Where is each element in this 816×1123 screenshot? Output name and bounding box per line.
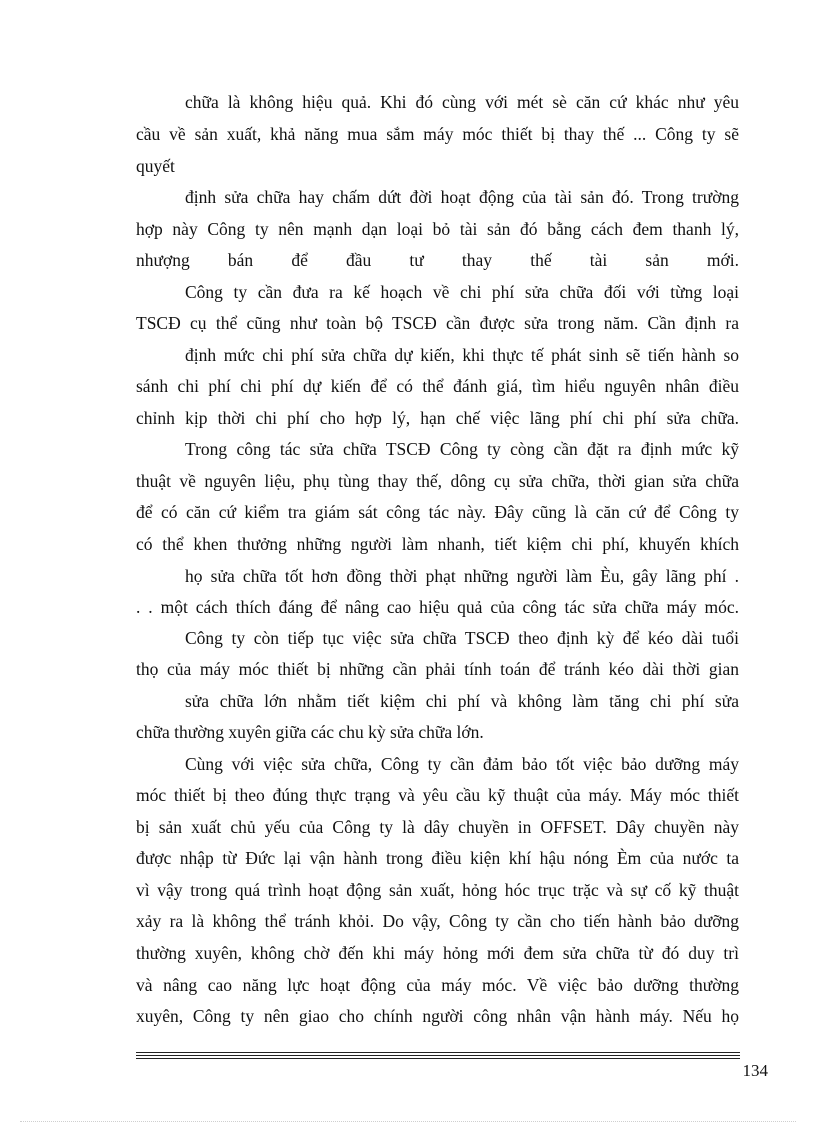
- text-line: TSCĐ cụ thể cũng như toàn bộ TSCĐ cần được sửa trong năm. Cần định ra: [136, 313, 739, 333]
- text-line: để có căn cứ kiểm tra giám sát công tác này. Đây cũng là căn cứ để Công ty: [136, 502, 739, 522]
- text-line: thuật về nguyên liệu, phụ tùng thay thế, dông cụ sửa chữa, thời gian sửa chữa: [136, 471, 739, 491]
- footer-rule: [136, 1058, 740, 1059]
- page-bottom-border: [20, 1121, 796, 1122]
- text-line: sửa chữa lớn nhằm tiết kiệm chi phí và không làm tăng chi phí sửa: [185, 691, 739, 711]
- text-line: Công ty còn tiếp tục việc sửa chữa TSCĐ theo định kỳ để kéo dài tuổi: [185, 628, 739, 648]
- text-line: được nhập từ Đức lại vận hành trong điều kiện khí hậu nóng Èm của nước ta: [136, 848, 739, 868]
- footer-rule: [136, 1055, 740, 1056]
- text-line: chỉnh kịp thời chi phí cho hợp lý, hạn chế việc lãng phí chi phí sửa chữa.: [136, 408, 739, 428]
- text-line: . . một cách thích đáng để nâng cao hiệu quả của công tác sửa chữa máy móc.: [136, 597, 739, 617]
- text-line: định mức chi phí sửa chữa dự kiến, khi thực tế phát sinh sẽ tiến hành so: [185, 345, 739, 365]
- text-line: bị sản xuất chủ yếu của Công ty là dây chuyền in OFFSET. Dây chuyền này: [136, 817, 739, 837]
- text-line: định sửa chữa hay chấm dứt đời hoạt động của tài sản đó. Trong trường: [185, 187, 739, 207]
- text-line: móc thiết bị theo đúng thực trạng và yêu cầu kỹ thuật của máy. Máy móc thiết: [136, 785, 739, 805]
- text-line: xuyên, Công ty nên giao cho chính người công nhân vận hành máy. Nếu họ: [136, 1006, 739, 1026]
- text-line: chữa thường xuyên giữa các chu kỳ sửa chữa lớn.: [136, 722, 484, 742]
- text-line: thọ của máy móc thiết bị những cần phải tính toán để tránh kéo dài thời gian: [136, 659, 739, 679]
- text-line: hợp này Công ty nên mạnh dạn loại bỏ tài sản đó bằng cách đem thanh lý,: [136, 219, 739, 239]
- text-line: chữa là không hiệu quả. Khi đó cùng với mét sè căn cứ khác như yêu: [185, 92, 739, 112]
- text-line: có thể khen thưởng những người làm nhanh, tiết kiệm chi phí, khuyến khích: [136, 534, 739, 554]
- text-line: cầu về sản xuất, khả năng mua sắm máy móc thiết bị thay thế ... Công ty sẽ: [136, 124, 739, 144]
- text-line: Công ty cần đưa ra kế hoạch về chi phí sửa chữa đối với từng loại: [185, 282, 739, 302]
- text-line: nhượng bán để đầu tư thay thế tài sản mới.: [136, 250, 739, 270]
- text-line: sánh chi phí chi phí dự kiến để có thể đánh giá, tìm hiểu nguyên nhân điều: [136, 376, 739, 396]
- text-line: Trong công tác sửa chữa TSCĐ Công ty còng cần đặt ra định mức kỹ: [185, 439, 739, 459]
- footer-rule: [136, 1052, 740, 1053]
- page-number: 134: [742, 1061, 768, 1080]
- text-line: Cùng với việc sửa chữa, Công ty cần đảm bảo tốt việc bảo dưỡng máy: [185, 754, 739, 774]
- text-line: quyết: [136, 156, 175, 176]
- text-line: thường xuyên, không chờ đến khi máy hỏng mới đem sửa chữa từ đó duy trì: [136, 943, 739, 963]
- text-line: họ sửa chữa tốt hơn đồng thời phạt những người làm Èu, gây lãng phí .: [185, 566, 739, 586]
- text-line: xảy ra là không thể tránh khỏi. Do vậy, Công ty cần cho tiến hành bảo dưỡng: [136, 911, 739, 931]
- text-line: và nâng cao năng lực hoạt động của máy móc. Về việc bảo dưỡng thường: [136, 975, 739, 995]
- text-line: vì vậy trong quá trình hoạt động sản xuất, hỏng hóc trục trặc và sự cố kỹ thuật: [136, 880, 739, 900]
